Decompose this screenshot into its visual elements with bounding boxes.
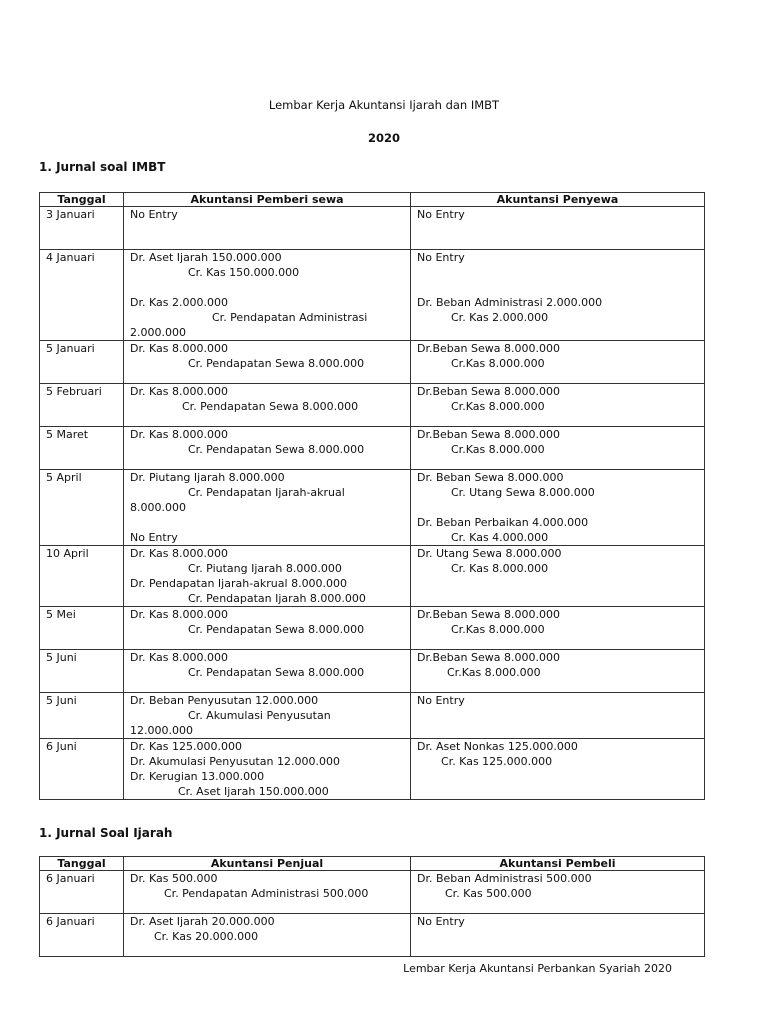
journal-line	[417, 500, 698, 515]
journal-line: Dr. Aset Ijarah 150.000.000	[130, 251, 282, 264]
journal-table-imbt	[39, 192, 705, 800]
table-row	[40, 384, 705, 427]
journal-line: Dr. Beban Administrasi 500.000	[417, 872, 592, 885]
table-row	[40, 650, 705, 693]
table-row	[40, 207, 705, 250]
journal-line: Dr. Beban Penyusutan 12.000.000	[130, 694, 319, 707]
entry-cell-left	[124, 739, 411, 800]
date-cell: 6 Juni	[40, 739, 124, 800]
entry-cell-left	[124, 546, 411, 607]
entry-cell-left	[124, 607, 411, 650]
header-penyewa: Akuntansi Penyewa	[411, 193, 705, 207]
header-pemberi-sewa: Akuntansi Pemberi sewa	[124, 193, 411, 207]
journal-line: Cr. Kas 20.000.000	[154, 930, 259, 943]
table-row	[40, 546, 705, 607]
date-cell: 5 Juni	[40, 693, 124, 739]
table-row	[40, 914, 705, 957]
table-row	[40, 693, 705, 739]
journal-line: Cr. Kas 150.000.000	[188, 266, 300, 279]
entry-cell-left	[124, 470, 411, 546]
section-title-ijarah: 1. Jurnal Soal Ijarah	[39, 826, 173, 840]
header-penjual: Akuntansi Penjual	[124, 857, 411, 871]
journal-line: Cr. Pendapatan Sewa 8.000.000	[188, 357, 365, 370]
entry-cell-right	[411, 384, 705, 427]
entry-cell-left	[124, 427, 411, 470]
document-title: Lembar Kerja Akuntansi Ijarah dan IMBT	[268, 98, 500, 112]
date-cell: 6 Januari	[40, 914, 124, 957]
header-pembeli: Akuntansi Pembeli	[411, 857, 705, 871]
journal-line: Dr. Aset Nonkas 125.000.000	[417, 740, 578, 753]
table-row	[40, 871, 705, 914]
journal-line: Dr.Beban Sewa 8.000.000	[417, 385, 560, 398]
journal-line	[130, 515, 404, 530]
journal-line: Cr. Pendapatan Ijarah-akrual	[188, 486, 345, 499]
journal-line: Dr. Akumulasi Penyusutan 12.000.000	[130, 755, 340, 768]
section-title-imbt: 1. Jurnal soal IMBT	[39, 160, 166, 174]
entry-cell-right	[411, 693, 705, 739]
date-cell: 5 Mei	[40, 607, 124, 650]
journal-line: Dr. Beban Administrasi 2.000.000	[417, 296, 603, 309]
entry-cell-right	[411, 607, 705, 650]
journal-line: Dr. Utang Sewa 8.000.000	[417, 547, 562, 560]
entry-cell-left	[124, 871, 411, 914]
journal-line: No Entry	[417, 694, 465, 707]
journal-line: Cr. Kas 500.000	[445, 887, 532, 900]
entry-cell-right	[411, 871, 705, 914]
journal-line: Cr.Kas 8.000.000	[451, 357, 545, 370]
journal-line: Dr.Beban Sewa 8.000.000	[417, 428, 560, 441]
table-header-row	[40, 857, 705, 871]
journal-line: No Entry	[130, 208, 178, 221]
journal-line: Dr.Beban Sewa 8.000.000	[417, 608, 560, 621]
journal-line: Dr. Kas 500.000	[130, 872, 218, 885]
journal-line	[130, 280, 404, 295]
journal-line: 8.000.000	[130, 501, 186, 514]
entry-cell-left	[124, 384, 411, 427]
date-cell: 5 Maret	[40, 427, 124, 470]
journal-line: Cr.Kas 8.000.000	[447, 666, 541, 679]
table-row	[40, 470, 705, 546]
date-cell: 6 Januari	[40, 871, 124, 914]
date-cell: 5 Februari	[40, 384, 124, 427]
journal-line: 12.000.000	[130, 724, 193, 737]
journal-line: No Entry	[417, 208, 465, 221]
entry-cell-left	[124, 250, 411, 341]
journal-line: Dr.Beban Sewa 8.000.000	[417, 342, 560, 355]
date-cell: 5 April	[40, 470, 124, 546]
header-tanggal: Tanggal	[40, 193, 124, 207]
journal-line: Cr.Kas 8.000.000	[451, 443, 545, 456]
journal-line: Dr. Kas 125.000.000	[130, 740, 242, 753]
journal-line: Cr.Kas 8.000.000	[451, 623, 545, 636]
table-row	[40, 250, 705, 341]
entry-cell-right	[411, 427, 705, 470]
journal-line: Cr. Kas 4.000.000	[451, 531, 549, 544]
journal-table-ijarah	[39, 856, 705, 957]
journal-line: Dr. Kas 8.000.000	[130, 547, 228, 560]
journal-line: 2.000.000	[130, 326, 186, 339]
entry-cell-right	[411, 250, 705, 341]
journal-line: Dr. Kas 2.000.000	[130, 296, 228, 309]
entry-cell-right	[411, 650, 705, 693]
journal-line: Dr. Kerugian 13.000.000	[130, 770, 265, 783]
date-cell: 10 April	[40, 546, 124, 607]
journal-line: Cr. Pendapatan Sewa 8.000.000	[182, 400, 359, 413]
entry-cell-right	[411, 341, 705, 384]
entry-cell-left	[124, 207, 411, 250]
journal-line: Dr. Beban Perbaikan 4.000.000	[417, 516, 589, 529]
journal-line: Cr. Akumulasi Penyusutan	[188, 709, 331, 722]
journal-line: Dr. Piutang Ijarah 8.000.000	[130, 471, 285, 484]
entry-cell-right	[411, 546, 705, 607]
table-row	[40, 427, 705, 470]
journal-line	[417, 280, 698, 295]
table-row	[40, 739, 705, 800]
journal-line: No Entry	[417, 915, 465, 928]
journal-line	[417, 265, 698, 280]
journal-line: Dr. Pendapatan Ijarah-akrual 8.000.000	[130, 577, 348, 590]
entry-cell-right	[411, 914, 705, 957]
journal-line: Cr. Aset Ijarah 150.000.000	[178, 785, 329, 798]
date-cell: 4 Januari	[40, 250, 124, 341]
journal-line: No Entry	[417, 251, 465, 264]
document-year: 2020	[367, 131, 400, 145]
journal-line: Cr. Pendapatan Ijarah 8.000.000	[188, 592, 366, 605]
table-row	[40, 341, 705, 384]
header-tanggal: Tanggal	[40, 857, 124, 871]
date-cell: 5 Juni	[40, 650, 124, 693]
table-header-row	[40, 193, 705, 207]
entry-cell-right	[411, 470, 705, 546]
entry-cell-left	[124, 693, 411, 739]
entry-cell-right	[411, 207, 705, 250]
journal-line: Cr. Kas 8.000.000	[451, 562, 549, 575]
journal-line: Dr. Kas 8.000.000	[130, 608, 228, 621]
journal-line: Cr. Kas 125.000.000	[441, 755, 553, 768]
journal-line: Cr. Utang Sewa 8.000.000	[451, 486, 595, 499]
journal-line: Dr.Beban Sewa 8.000.000	[417, 651, 560, 664]
journal-line: Dr. Kas 8.000.000	[130, 342, 228, 355]
journal-line: Cr. Pendapatan Sewa 8.000.000	[188, 666, 365, 679]
journal-line: Cr. Kas 2.000.000	[451, 311, 549, 324]
page-footer: Lembar Kerja Akuntansi Perbankan Syariah 2020	[403, 962, 672, 975]
journal-line: Cr.Kas 8.000.000	[451, 400, 545, 413]
journal-line: Dr. Beban Sewa 8.000.000	[417, 471, 564, 484]
date-cell: 3 Januari	[40, 207, 124, 250]
journal-line: Cr. Pendapatan Sewa 8.000.000	[188, 623, 365, 636]
entry-cell-left	[124, 341, 411, 384]
journal-line: Cr. Pendapatan Sewa 8.000.000	[188, 443, 365, 456]
entry-cell-right	[411, 739, 705, 800]
journal-line: Cr. Pendapatan Administrasi 500.000	[164, 887, 369, 900]
journal-line: Cr. Piutang Ijarah 8.000.000	[188, 562, 342, 575]
journal-line: Dr. Aset Ijarah 20.000.000	[130, 915, 275, 928]
journal-line: Cr. Pendapatan Administrasi	[212, 311, 368, 324]
journal-line: Dr. Kas 8.000.000	[130, 428, 228, 441]
journal-line: Dr. Kas 8.000.000	[130, 385, 228, 398]
journal-line: No Entry	[130, 531, 178, 544]
table-row	[40, 607, 705, 650]
date-cell: 5 Januari	[40, 341, 124, 384]
entry-cell-left	[124, 650, 411, 693]
journal-line: Dr. Kas 8.000.000	[130, 651, 228, 664]
entry-cell-left	[124, 914, 411, 957]
